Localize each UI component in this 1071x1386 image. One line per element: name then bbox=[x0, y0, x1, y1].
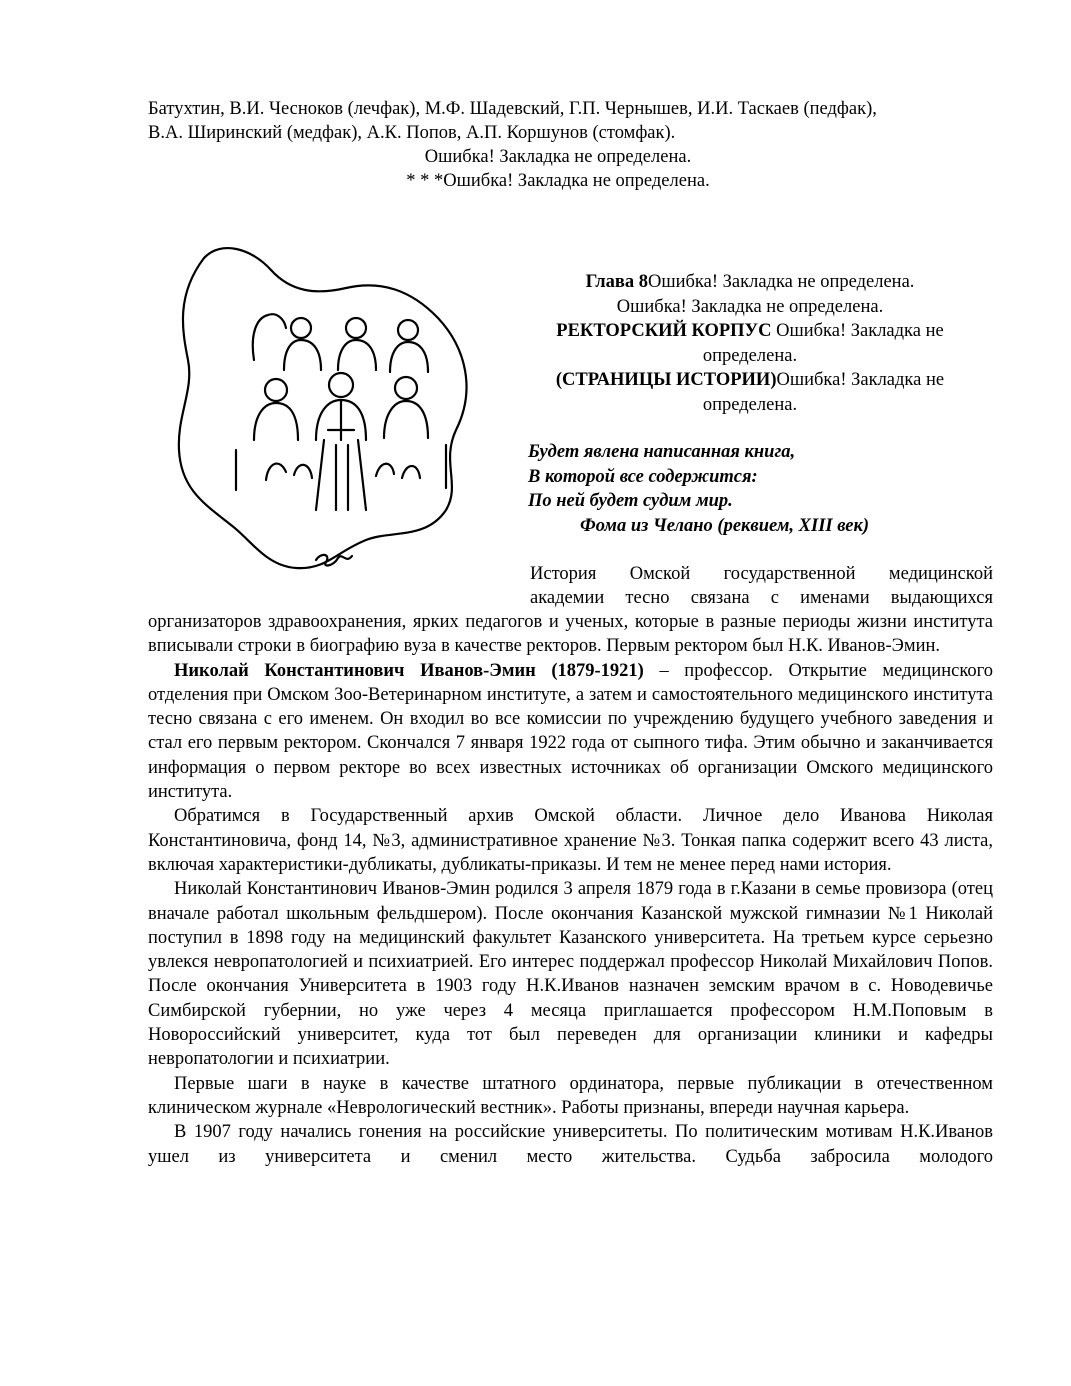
rectors-group-illustration bbox=[176, 240, 476, 580]
rector-name: Николай Константинович Иванов-Эмин (1879-1921) bbox=[174, 660, 644, 681]
paragraph-1907: В 1907 году начались гонения на российские университеты. По политическим мотивам Н.К.Иванов ушел из университета и сменил место жительства. Судьба забросила молодого bbox=[148, 1122, 993, 1167]
epigraph bbox=[528, 440, 968, 538]
bookmark-error-1: Ошибка! Закладка не определена. bbox=[424, 147, 692, 167]
subtitle-line bbox=[516, 368, 984, 417]
article-body bbox=[148, 610, 993, 1169]
epigraph-line-1: Будет явлена написанная книга, bbox=[528, 442, 796, 462]
bookmark-error-4: Ошибка! Закладка не определена. bbox=[702, 321, 944, 366]
names-line-1: Батухтин, В.И. Чесноков (лечфак), М.Ф. Шадевский, Г.П. Чернышев, И.И. Таскаев (педфак), bbox=[148, 99, 877, 119]
paragraph-first-steps: Первые шаги в науке в качестве штатного ординатора, первые публикации в отечественном клиническом журнале «Неврологический вестник». Работы признаны, впереди научная карьера. bbox=[148, 1073, 993, 1118]
epigraph-line-2: В которой все содержится: bbox=[528, 466, 758, 487]
intro-paragraph-rest: организаторов здравоохранения, ярких педагогов и ученых, которые в разные периоды жизни института вписывали строки в биографию вуза в качестве ректоров. Первым ректором был Н.К. Иванов-Эмин. bbox=[148, 612, 993, 657]
paragraph-biography: Николай Константинович Иванов-Эмин родился 3 апреля 1879 года в г.Казани в семье провизора (отец вначале работал школьным фельдшером). После окончания Казанской мужской гимназии №1 Николай поступил в 1898 году на медицинский факультет Казанского университета. На третьем курсе серьезно увлекся невропатологией и психиатрией. Его интерес поддержал профессор Николай Михайлович Попов. После окончания Университета в 1903 году Н.К.Иванов назначен земским врачом в с. Новодевичье Симбирской губернии, но уже через 4 месяца приглашается профессором Н.М.Поповым в Новороссийский университет, куда тот был переведен для организации клиники и кафедры невропатологии и психиатрии. bbox=[148, 879, 993, 1070]
bookmark-error-3: Ошибка! Закладка не определена. bbox=[616, 296, 884, 317]
epigraph-attribution: Фома из Челано (реквием, XIII век) bbox=[580, 515, 870, 536]
epigraph-line-3: По ней будет судим мир. bbox=[528, 491, 733, 511]
intro-line-1: История Омской государственной медицинской bbox=[530, 564, 993, 584]
bookmark-error-5: Ошибка! Закладка не определена. bbox=[702, 370, 945, 415]
bookmark-error-2: Ошибка! Закладка не определена. bbox=[648, 272, 915, 292]
chapter-subtitle: (СТРАНИЦЫ ИСТОРИИ) bbox=[555, 370, 777, 390]
previous-list-continuation bbox=[148, 97, 998, 193]
chapter-number: Глава 8 bbox=[585, 272, 649, 292]
title-line bbox=[516, 319, 984, 368]
intro-line-2: академии тесно связана с именами выдающихся bbox=[530, 588, 993, 608]
chapter-line bbox=[516, 270, 984, 295]
names-line-2: В.А. Ширинский (медфак), А.К. Попов, А.П. Коршунов (стомфак). bbox=[148, 123, 676, 143]
paragraph-archive: Обратимся в Государственный архив Омской области. Личное дело Иванова Николая Константиновича, фонд 14, №3, административное хранение №3. Тонкая папка содержит всего 43 листа, включая характеристики-дубликаты, дубликаты-приказы. И тем не менее перед нами история. bbox=[148, 806, 993, 875]
chapter-heading bbox=[516, 270, 984, 417]
paragraph-first-rector bbox=[148, 659, 993, 805]
rector-description: – профессор. Открытие медицинского отделения при Омском Зоо-Ветеринарном институте, а затем и самостоятельного медицинского института тесно связана с его именем. Он входил во все комиссии по учреждению будущего учебного заведения и стал его первым ректором. Скончался 7 января 1922 года от сыпного тифа. Этим обычно и заканчивается информация о первом ректоре во всех известных источниках об организации Омского медицинского института. bbox=[148, 660, 993, 803]
chapter-title: РЕКТОРСКИЙ КОРПУС bbox=[556, 321, 772, 341]
section-separator: * * *Ошибка! Закладка не определена. bbox=[406, 171, 710, 191]
